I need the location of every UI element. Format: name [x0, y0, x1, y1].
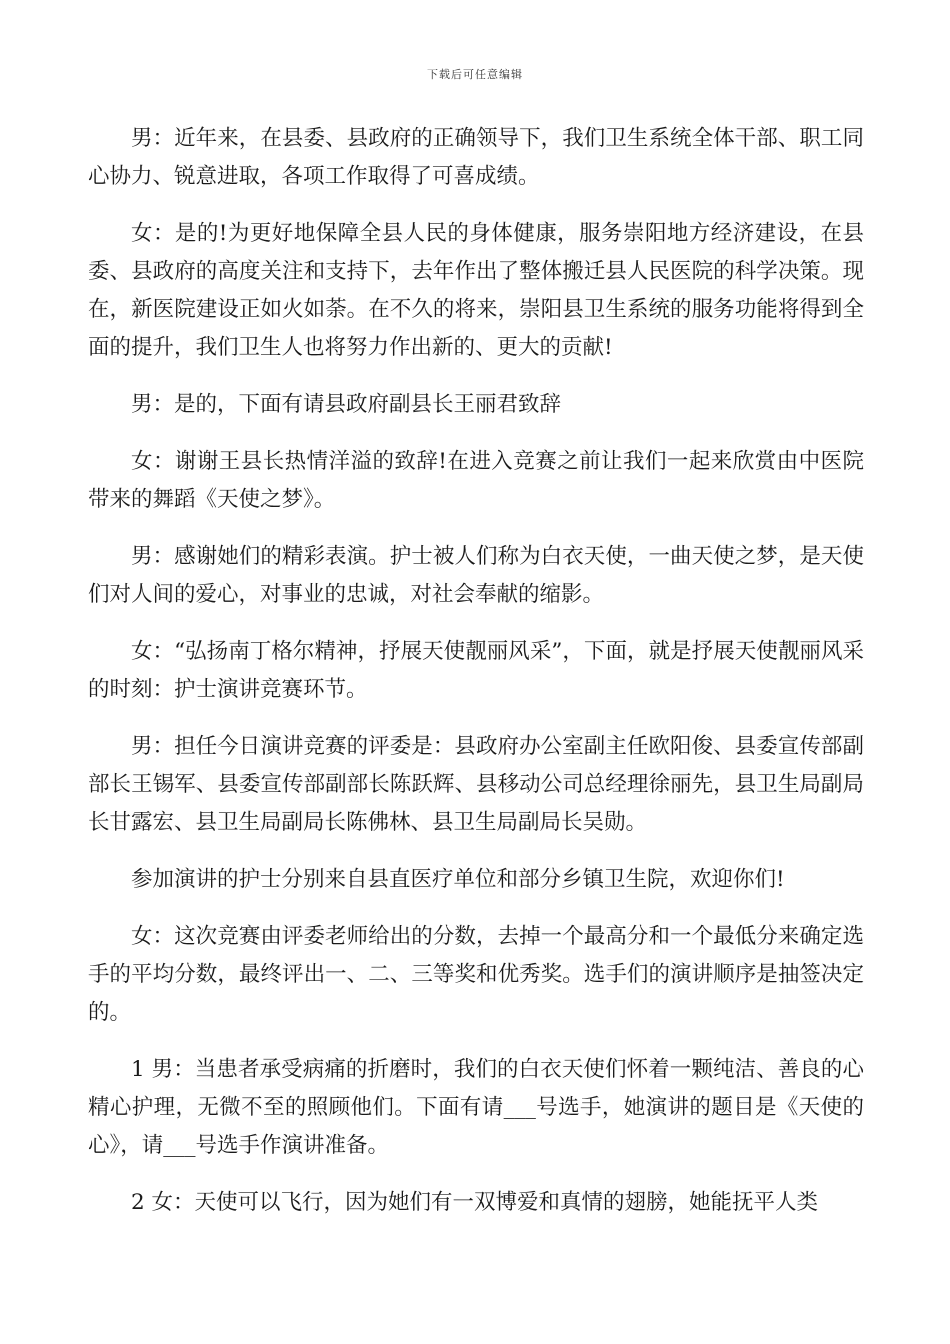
paragraph: 男：感谢她们的精彩表演。护士被人们称为白衣天使，一曲天使之梦，是天使们对人间的爱心，对事业的忠诚，对社会奉献的缩影。 [88, 544, 864, 607]
paragraph: 女：是的!为更好地保障全县人民的身体健康，服务崇阳地方经济建设，在县委、县政府的高度关注和支持下，去年作出了整体搬迁县人民医院的科学决策。现在，新医院建设正如火如荼。在不久的将来，崇阳县卫生系统的服务功能将得到全面的提升，我们卫生人也将努力作出新的、更大的贡献! [88, 221, 864, 360]
paragraph: 女：谢谢王县长热情洋溢的致辞!在进入竞赛之前让我们一起来欣赏由中医院带来的舞蹈《天使之梦》。 [88, 449, 864, 512]
paragraph: 1 男：当患者承受病痛的折磨时，我们的白衣天使们怀着一颗纯洁、善良的心精心护理，无微不至的照顾他们。下面有请___号选手，她演讲的题目是《天使的心》，请___号选手作演讲准备。 [88, 1057, 864, 1158]
paragraph: 2 女：天使可以飞行，因为她们有一双博爱和真情的翅膀，她能抚平人类 [131, 1190, 819, 1215]
document-body [88, 120, 864, 1241]
paragraph: 男：担任今日演讲竞赛的评委是：县政府办公室副主任欧阳俊、县委宣传部副部长王锡军、县委宣传部副部长陈跃辉、县移动公司总经理徐丽先，县卫生局副局长甘露宏、县卫生局副局长陈佛林、县卫生局副局长吴勋。 [88, 734, 864, 835]
page-header: 下载后可任意编辑 [427, 68, 523, 81]
paragraph: 男：近年来，在县委、县政府的正确领导下，我们卫生系统全体干部、职工同心协力、锐意进取，各项工作取得了可喜成绩。 [88, 126, 864, 189]
paragraph: 女：这次竞赛由评委老师给出的分数，去掉一个最高分和一个最低分来确定选手的平均分数，最终评出一、二、三等奖和优秀奖。选手们的演讲顺序是抽签决定的。 [88, 924, 864, 1025]
paragraph: 参加演讲的护士分别来自县直医疗单位和部分乡镇卫生院，欢迎你们! [131, 867, 785, 892]
paragraph: 女：“弘扬南丁格尔精神，抒展天使靓丽风采”，下面，就是抒展天使靓丽风采的时刻：护士演讲竞赛环节。 [88, 639, 864, 702]
paragraph: 男：是的，下面有请县政府副县长王丽君致辞 [131, 392, 562, 417]
